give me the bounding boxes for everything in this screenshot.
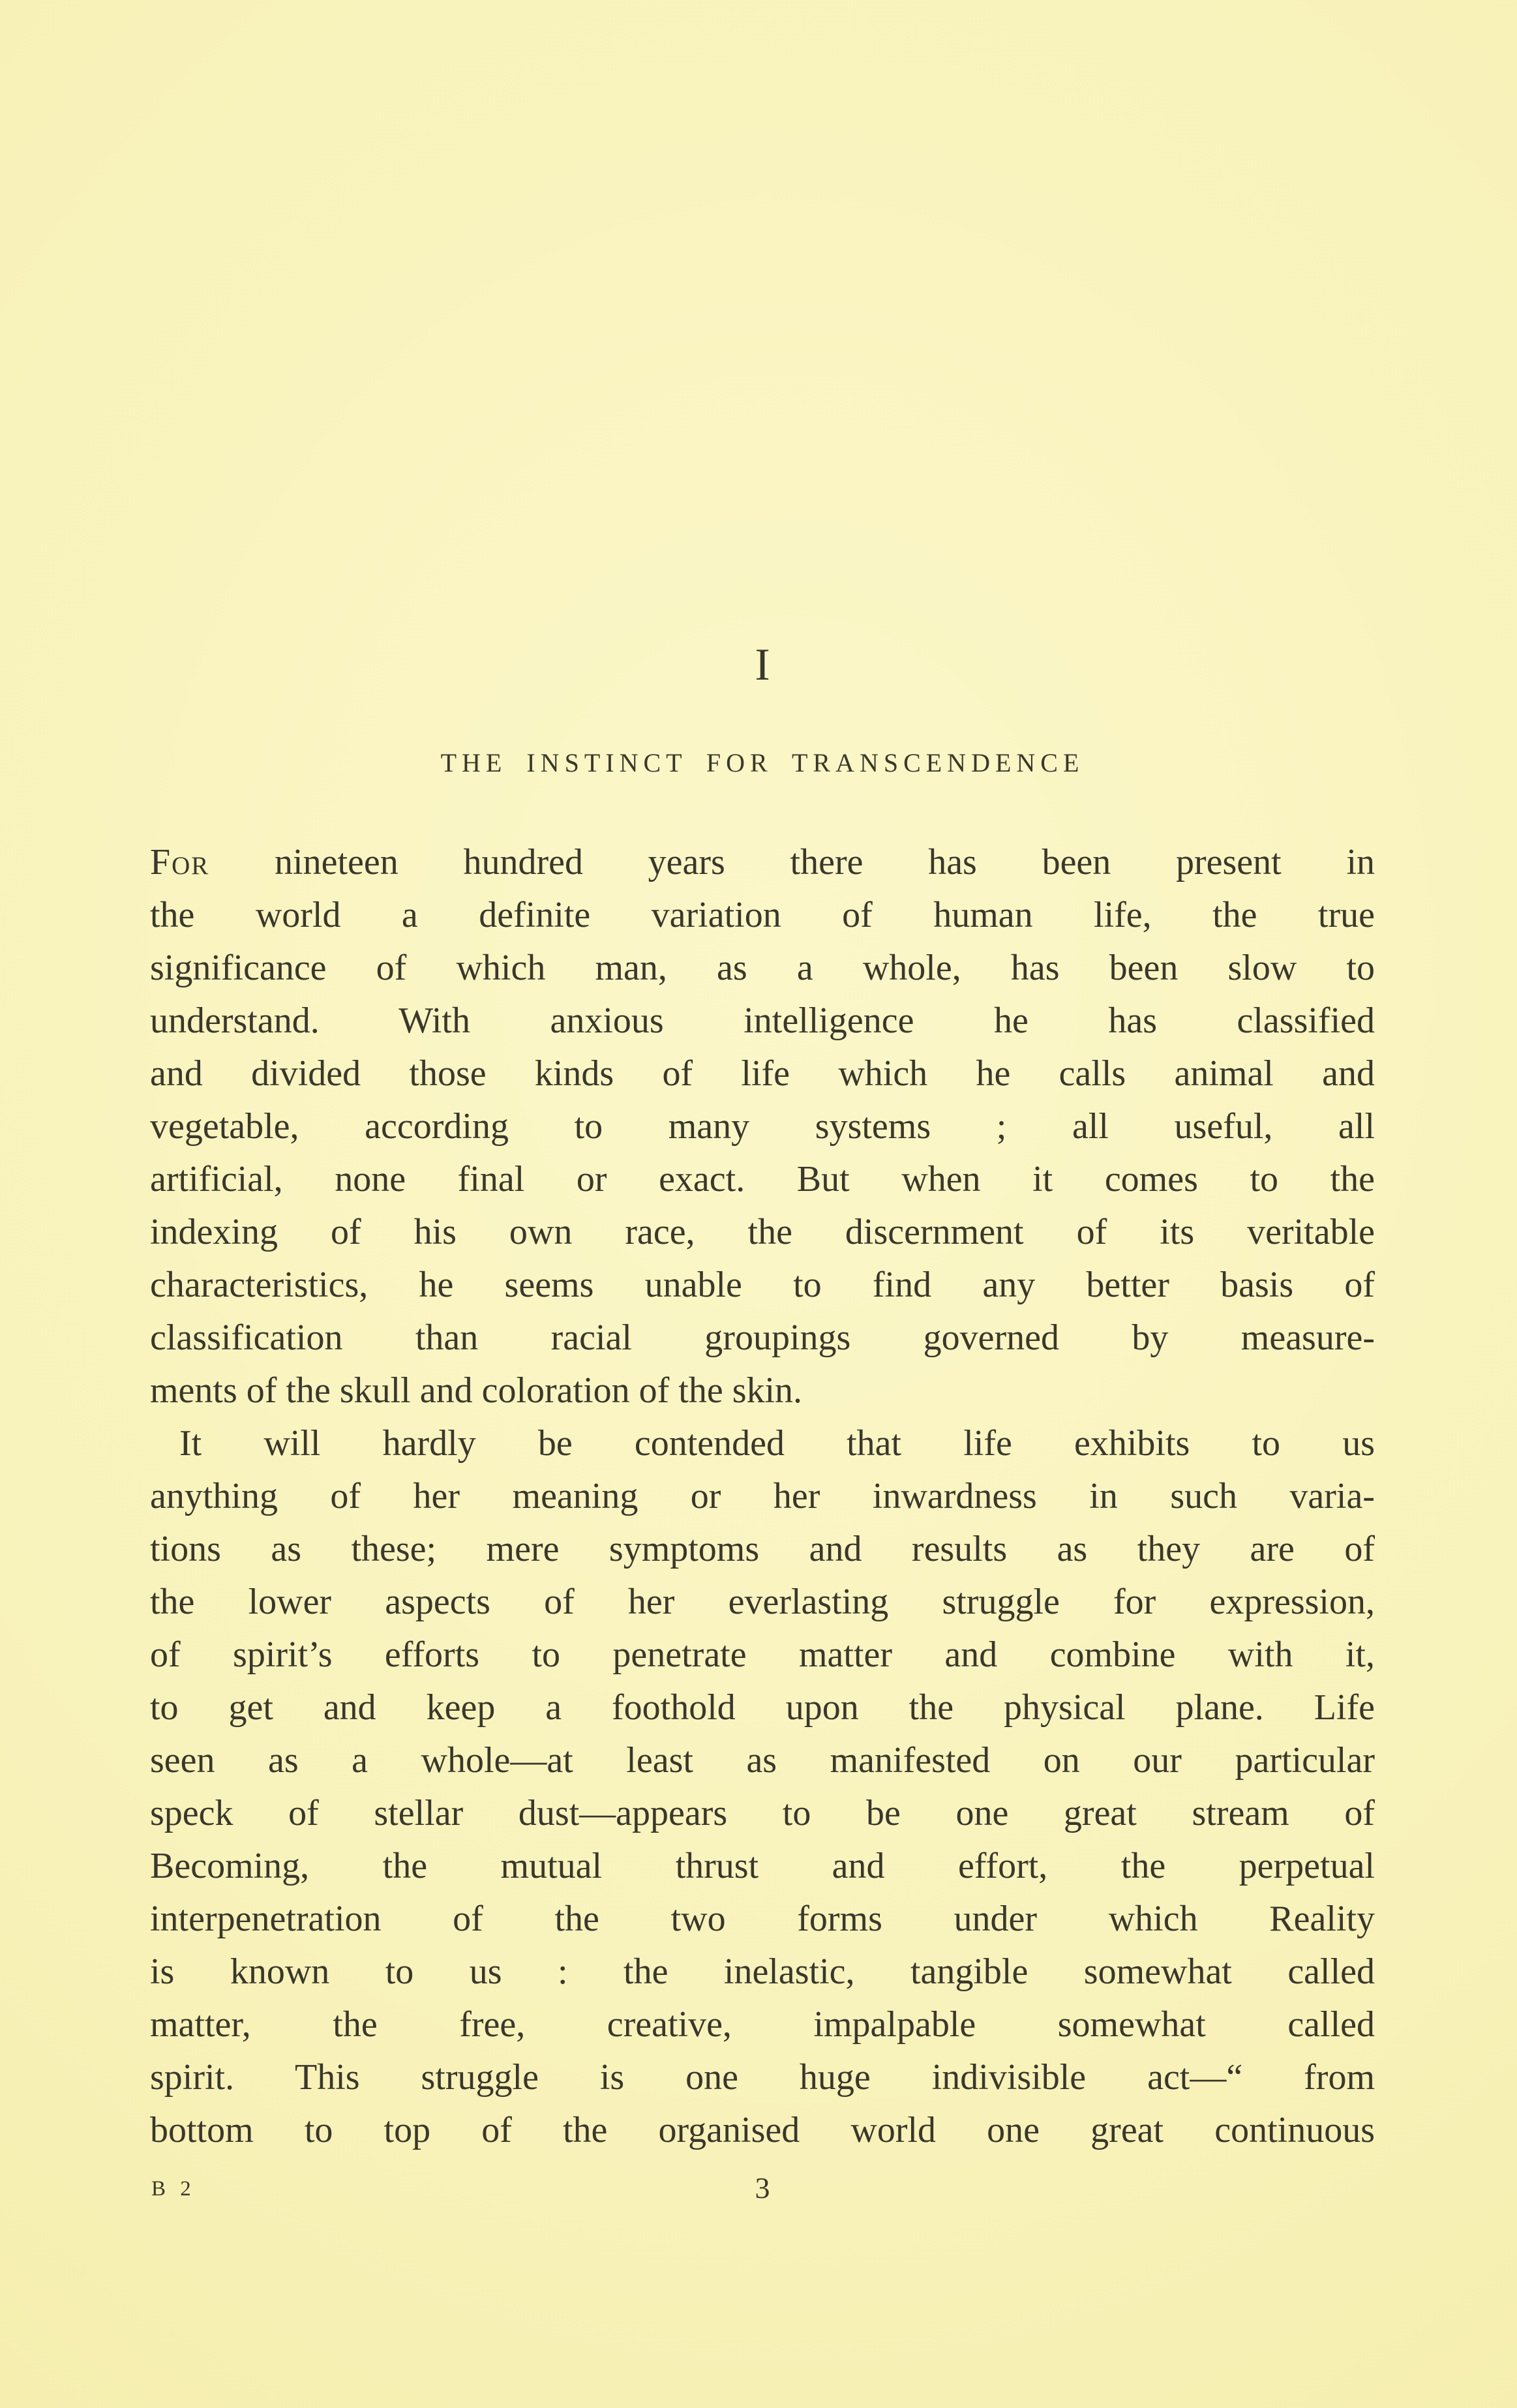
text-line: matter, the free, creative, impalpable somewhat called: [150, 2004, 1375, 2045]
text-line: bottom to top of the organised world one great continuous: [150, 2110, 1375, 2150]
text-line: to get and keep a foothold upon the physical plane. Life: [150, 1687, 1375, 1728]
body-text: [150, 836, 1375, 2157]
text-line: For nineteen hundred years there has been present in: [150, 842, 1375, 882]
text-line: interpenetration of the two forms under which Reality: [150, 1899, 1375, 1939]
text-line: Becoming, the mutual thrust and effort, the perpetual: [150, 1846, 1375, 1886]
text-line: tions as these; mere symptoms and results as they are of: [150, 1529, 1375, 1569]
page-number: 3: [755, 2171, 770, 2205]
text-line: and divided those kinds of life which he calls animal and: [150, 1053, 1375, 1094]
text-line: indexing of his own race, the discernment of its veritable: [150, 1212, 1375, 1252]
text-line: classification than racial groupings governed by measure-: [150, 1317, 1375, 1358]
text-line: speck of stellar dust—appears to be one great stream of: [150, 1793, 1375, 1833]
text-line: anything of her meaning or her inwardness in such varia-: [150, 1476, 1375, 1516]
chapter-heading: THE INSTINCT FOR TRANSCENDENCE: [440, 748, 1085, 777]
page-footer: [150, 2171, 1375, 2210]
text-line: It will hardly be contended that life exhibits to us: [179, 1423, 1375, 1464]
paragraph: [150, 1417, 1375, 2157]
lead-word: For: [150, 842, 210, 882]
text-line: vegetable, according to many systems ; all useful, all: [150, 1106, 1375, 1147]
text-line: of spirit’s efforts to penetrate matter and combine with it,: [150, 1634, 1375, 1675]
text-line: artificial, none final or exact. But when it comes to the: [150, 1159, 1375, 1199]
signature-mark: B 2: [151, 2177, 196, 2201]
text-line: ments of the skull and coloration of the skin.: [150, 1370, 803, 1411]
text-block: [150, 0, 1375, 2408]
text-line: spirit. This struggle is one huge indivisible act—“ from: [150, 2057, 1375, 2098]
paragraph: [150, 836, 1375, 1417]
text-line: significance of which man, as a whole, has been slow to: [150, 948, 1375, 988]
text-line: characteristics, he seems unable to find any better basis of: [150, 1265, 1375, 1305]
text-line: the world a definite variation of human life, the true: [150, 895, 1375, 935]
text-line: seen as a whole—at least as manifested on our particular: [150, 1740, 1375, 1781]
chapter-number: I: [755, 640, 770, 690]
text-line: the lower aspects of her everlasting struggle for expression,: [150, 1582, 1375, 1622]
text-line: is known to us : the inelastic, tangible somewhat called: [150, 1951, 1375, 1992]
text-line: understand. With anxious intelligence he has classified: [150, 1001, 1375, 1041]
